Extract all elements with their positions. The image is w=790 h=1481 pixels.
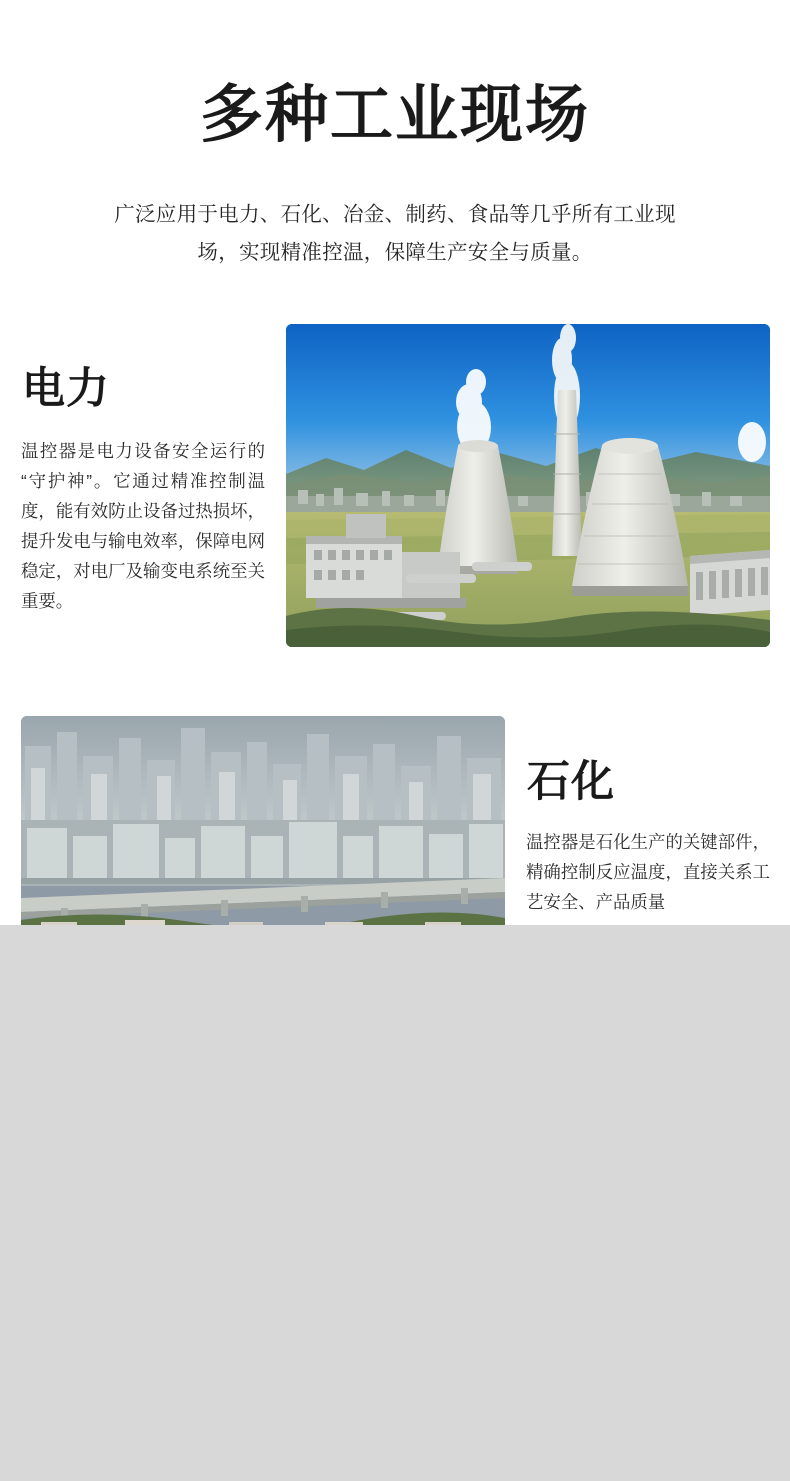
section-body-power: 温控器是电力设备安全运行的“守护神”。它通过精准控制温度，能有效防止设备过热损坏，提升发电与输电效率，保障电网稳定，对电厂及输变电系统至关重要。: [21, 441, 265, 611]
page-subtitle: 广泛应用于电力、石化、冶金、制药、食品等几乎所有工业现场，实现精准控温，保障生产安全与质量。: [114, 203, 676, 264]
power-plant-cooling-towers-photo: [286, 324, 770, 647]
petrochemical-storage-tanks-photo: [21, 716, 505, 925]
page-title: 多种工业现场: [200, 80, 590, 150]
section-body-petrochemical: 温控器是石化生产的关键部件，精确控制反应温度，直接关系工艺安全、产品质量: [526, 832, 770, 912]
section-title-petrochemical: 石化: [527, 758, 615, 806]
section-title-power: 电力: [22, 365, 110, 413]
